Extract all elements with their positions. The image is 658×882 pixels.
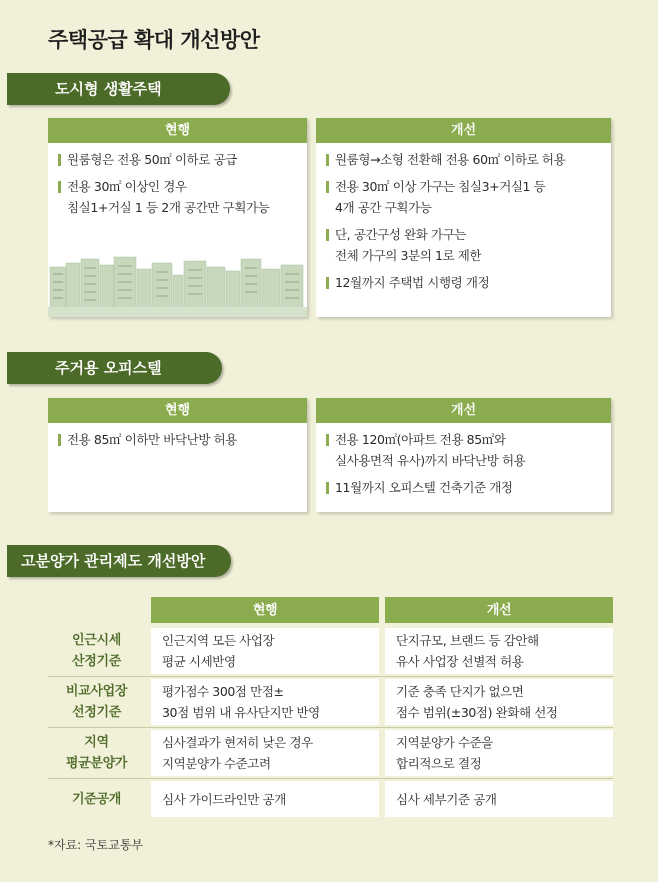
table-row	[48, 730, 613, 776]
officetel-improve-box	[316, 398, 611, 512]
list-item-text: 12월까지 주택법 시행령 개정	[335, 275, 490, 290]
row-label-text: 지역	[84, 735, 109, 750]
table-row	[48, 679, 613, 725]
current-header: 현행	[48, 118, 307, 143]
column-header-current: 현행	[151, 597, 379, 623]
urban-housing-current-box	[48, 118, 307, 317]
current-cell	[151, 679, 379, 725]
list-item-text: 전용 30㎡ 이상인 경우	[67, 179, 187, 194]
improve-cell	[385, 730, 613, 776]
officetel-current-box	[48, 398, 307, 512]
list-item-text: 전용 30㎡ 이상 가구는 침실3+거실1 등	[335, 179, 546, 194]
list-item-text: 원룸형은 전용 50㎡ 이하로 공급	[67, 152, 237, 167]
improve-cell-text: 점수 범위(±30점) 완화해 선정	[396, 705, 558, 720]
improve-cell	[385, 781, 613, 817]
improve-cell-text: 합리적으로 결정	[396, 756, 482, 771]
row-label-text: 평균분양가	[65, 756, 128, 771]
list-item-text: 전용 120㎡(아파트 전용 85㎡와	[335, 432, 506, 447]
current-cell	[151, 730, 379, 776]
current-header: 현행	[48, 398, 307, 423]
current-cell	[151, 628, 379, 674]
improve-cell-text: 지역분양가 수준을	[396, 735, 493, 750]
list-item-text: 원룸형→소형 전환해 전용 60㎡ 이하로 허용	[335, 152, 566, 167]
list-item-text: 침실1+거실 1 등 2개 공간만 구획가능	[67, 200, 270, 215]
improve-items	[316, 143, 611, 293]
current-cell	[151, 781, 379, 817]
row-label	[48, 628, 145, 674]
current-cell-text: 평균 시세반영	[162, 654, 236, 669]
row-label-text: 인근시세	[71, 633, 122, 648]
list-item-text: 전용 85㎡ 이하만 바닥난방 허용	[67, 432, 237, 447]
table-row	[48, 628, 613, 674]
improve-header: 개선	[316, 118, 611, 143]
urban-housing-improve-box	[316, 118, 611, 317]
current-items	[48, 423, 307, 450]
improve-cell	[385, 628, 613, 674]
list-item	[58, 429, 299, 450]
current-cell-text: 30점 범위 내 유사단지만 반영	[162, 705, 320, 720]
current-cell-text: 평가점수 300점 만점±	[162, 684, 284, 699]
improve-cell-text: 심사 세부기준 공개	[396, 791, 497, 807]
improve-cell	[385, 679, 613, 725]
list-item-text: 전체 가구의 3분의 1로 제한	[335, 248, 482, 263]
row-label	[48, 679, 145, 725]
section-tab-high-price-management: 고분양가 관리제도 개선방안	[7, 545, 231, 577]
list-item-text: 11월까지 오피스텔 건축기준 개정	[335, 480, 513, 495]
current-cell-text: 심사결과가 현저히 낮은 경우	[162, 735, 313, 750]
improve-cell-text: 기준 충족 단지가 없으면	[396, 684, 524, 699]
list-item	[58, 176, 299, 218]
row-divider	[48, 727, 613, 728]
current-cell-text: 지역분양가 수준고려	[162, 756, 271, 771]
row-label-text: 기준공개	[71, 791, 122, 807]
row-label-text: 선정기준	[71, 705, 122, 720]
page-title: 주택공급 확대 개선방안	[48, 28, 260, 52]
list-item	[326, 176, 603, 218]
current-cell-text: 심사 가이드라인만 공개	[162, 791, 286, 807]
row-divider	[48, 676, 613, 677]
list-item	[326, 272, 603, 293]
list-item	[326, 224, 603, 266]
list-item-text: 실사용면적 유사)까지 바닥난방 허용	[335, 453, 526, 468]
list-item	[58, 149, 299, 170]
row-divider	[48, 778, 613, 779]
current-cell-text: 인근지역 모든 사업장	[162, 633, 275, 648]
row-label-text: 비교사업장	[65, 684, 128, 699]
table-row	[48, 781, 613, 817]
apartment-buildings-illustration	[48, 255, 307, 317]
improve-header: 개선	[316, 398, 611, 423]
source-note: *자료: 국토교통부	[48, 838, 144, 852]
table-header-row	[48, 597, 613, 623]
section-tab-officetel: 주거용 오피스텔	[7, 352, 222, 384]
improve-cell-text: 유사 사업장 선별적 허용	[396, 654, 524, 669]
row-label	[48, 730, 145, 776]
list-item-text: 4개 공간 구획가능	[335, 200, 432, 215]
section-tab-urban-housing: 도시형 생활주택	[7, 73, 230, 105]
row-label-text: 산정기준	[71, 654, 122, 669]
list-item-text: 단, 공간구성 완화 가구는	[335, 227, 467, 242]
list-item	[326, 149, 603, 170]
row-label	[48, 781, 145, 817]
current-items	[48, 143, 307, 218]
list-item	[326, 429, 603, 471]
column-header-improve: 개선	[385, 597, 613, 623]
list-item	[326, 477, 603, 498]
improve-items	[316, 423, 611, 498]
improve-cell-text: 단지규모, 브랜드 등 감안해	[396, 633, 539, 648]
